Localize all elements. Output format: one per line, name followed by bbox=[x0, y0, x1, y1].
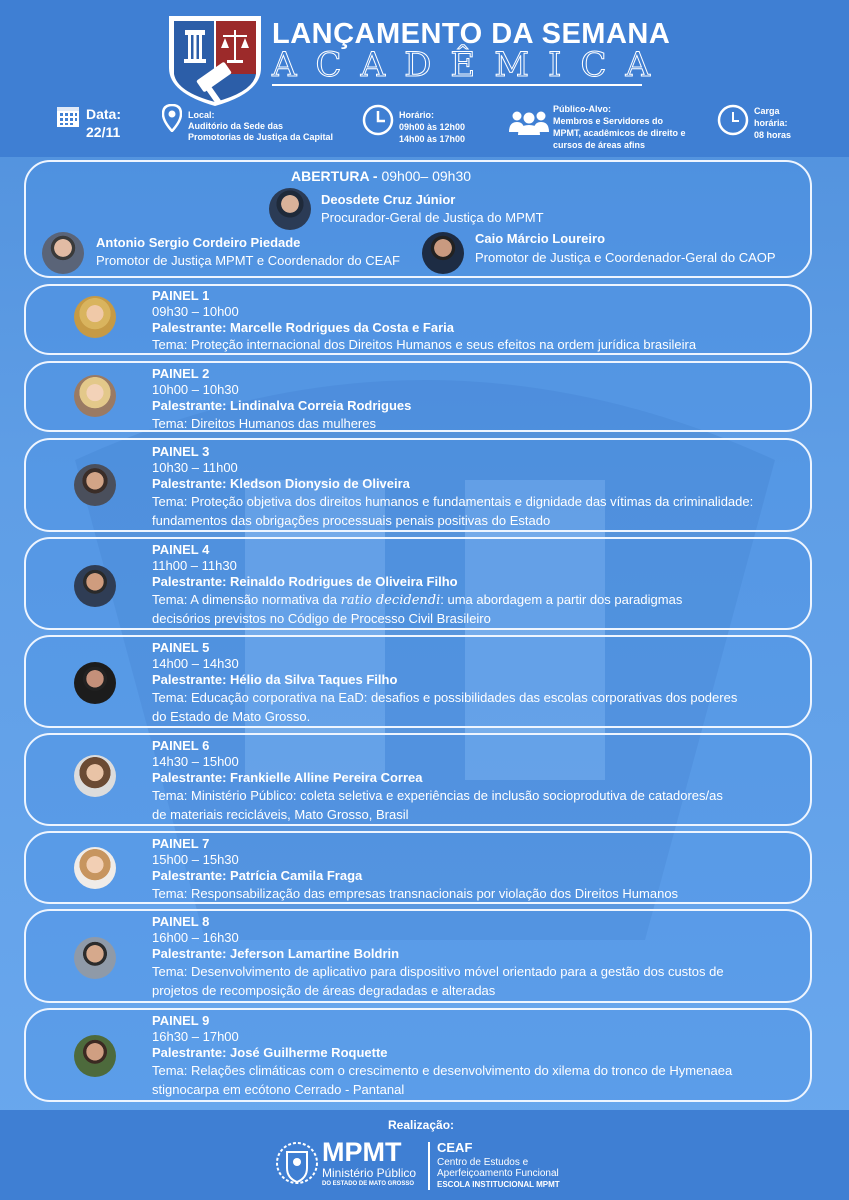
avatar-deosdete bbox=[269, 188, 311, 230]
painel-8-tema-line2: projetos de recomposição de áreas degradadas e alteradas bbox=[152, 983, 496, 998]
painel-6-section bbox=[24, 733, 812, 826]
painel-7-time: 15h00 – 15h30 bbox=[152, 852, 239, 867]
carga-value: 08 horas bbox=[754, 130, 792, 140]
local-label: Local: bbox=[188, 110, 215, 120]
painel-5-title: PAINEL 5 bbox=[152, 640, 210, 655]
painel-9-speaker: Palestrante: José Guilherme Roquette bbox=[152, 1045, 388, 1060]
abertura-section bbox=[24, 160, 812, 278]
painel-1-title: PAINEL 1 bbox=[152, 288, 210, 303]
ceaf-line2: Aperfeiçoamento Funcional bbox=[437, 1168, 559, 1179]
painel-5-section bbox=[24, 635, 812, 728]
footer bbox=[0, 1110, 849, 1200]
painel-7-tema: Tema: Responsabilização das empresas transnacionais por violação dos Direitos Humanos bbox=[152, 886, 679, 901]
painel-3-title: PAINEL 3 bbox=[152, 444, 210, 459]
title-line2: ACADÊMICA bbox=[272, 45, 670, 85]
mp-line1: Ministério Público bbox=[322, 1166, 417, 1180]
header bbox=[0, 0, 849, 157]
carga-label2: horária: bbox=[754, 118, 788, 128]
avatar-painel-6 bbox=[74, 755, 116, 797]
painel-2-section bbox=[24, 361, 812, 432]
calendar-icon bbox=[56, 104, 80, 128]
avatar-painel-2 bbox=[74, 375, 116, 417]
painel-5-tema-line2: do Estado de Mato Grosso. bbox=[152, 709, 311, 724]
avatar-painel-8 bbox=[74, 937, 116, 979]
mp-line2: DO ESTADO DE MATO GROSSO bbox=[322, 1181, 415, 1187]
painel-6-time: 14h30 – 15h00 bbox=[152, 754, 239, 769]
publico-line3: cursos de áreas afins bbox=[553, 140, 646, 150]
painel-4-title: PAINEL 4 bbox=[152, 542, 210, 557]
painel-3-tema-line2: fundamentos das obrigações processuais penais positivas do Estado bbox=[152, 513, 551, 528]
abertura-role-1: Procurador-Geral de Justiça do MPMT bbox=[321, 210, 544, 225]
painel-5-speaker: Palestrante: Hélio da Silva Taques Filho bbox=[152, 672, 398, 687]
painel-2-tema: Tema: Direitos Humanos das mulheres bbox=[152, 416, 376, 431]
painel-6-tema-line1: Tema: Ministério Público: coleta seletiva e experiências de inclusão socioprodutiva de catadores/as bbox=[152, 788, 723, 803]
avatar-painel-7 bbox=[74, 847, 116, 889]
painel-7-section bbox=[24, 831, 812, 904]
painel-8-time: 16h00 – 16h30 bbox=[152, 930, 239, 945]
painel-3-speaker: Palestrante: Kledson Dionysio de Oliveira bbox=[152, 476, 410, 491]
painel-1-tema: Tema: Proteção internacional dos Direitos Humanos e seus efeitos na ordem jurídica brasileira bbox=[152, 337, 697, 352]
painel-2-title: PAINEL 2 bbox=[152, 366, 210, 381]
publico-label: Público-Alvo: bbox=[553, 104, 611, 114]
clock-icon bbox=[362, 104, 394, 136]
avatar-painel-5 bbox=[74, 662, 116, 704]
painel-3-section bbox=[24, 438, 812, 532]
abertura-name-3: Caio Márcio Loureiro bbox=[475, 231, 606, 246]
painel-8-tema-line1: Tema: Desenvolvimento de aplicativo para dispositivo móvel orientado para a gestão dos custos de bbox=[152, 964, 724, 979]
abertura-role-3: Promotor de Justiça e Coordenador-Geral do CAOP bbox=[475, 250, 776, 265]
publico-line1: Membros e Servidores do bbox=[553, 116, 664, 126]
realizacao-label: Realização: bbox=[388, 1118, 455, 1132]
painel-4-tema-part3: : uma abordagem a partir dos paradigmas bbox=[440, 592, 683, 607]
avatar-antonio bbox=[42, 232, 84, 274]
avatar-painel-1 bbox=[74, 296, 116, 338]
ceaf-line3: ESCOLA INSTITUCIONAL MPMT bbox=[437, 1180, 560, 1189]
location-pin-icon bbox=[162, 104, 182, 132]
mpmt-logo-text: MPMT bbox=[322, 1137, 402, 1167]
date-label: Data: bbox=[86, 106, 122, 122]
footer-divider bbox=[428, 1142, 430, 1190]
avatar-painel-3 bbox=[74, 464, 116, 506]
horario-line2: 14h00 às 17h00 bbox=[399, 134, 466, 144]
painel-8-section bbox=[24, 909, 812, 1003]
painel-1-time: 09h30 – 10h00 bbox=[152, 304, 239, 319]
painel-9-section bbox=[24, 1008, 812, 1102]
painel-3-time: 10h30 – 11h00 bbox=[152, 460, 238, 475]
painel-4-tema-line1 bbox=[152, 592, 682, 609]
abertura-time: 09h00– 09h30 bbox=[377, 168, 472, 184]
painel-4-tema-italic: ratio decidendi bbox=[340, 593, 441, 608]
painel-6-tema-line2: de materiais recicláveis, Mato Grosso, Brasil bbox=[152, 807, 409, 822]
academic-shield-logo-icon bbox=[165, 8, 265, 108]
painel-7-title: PAINEL 7 bbox=[152, 836, 210, 851]
timer-icon bbox=[717, 104, 749, 136]
painel-3-tema-line1: Tema: Proteção objetiva dos direitos humanos e fundamentais e dignidade das vítimas da criminalidade: bbox=[152, 494, 754, 509]
painel-4-speaker: Palestrante: Reinaldo Rodrigues de Oliveira Filho bbox=[152, 574, 458, 589]
painel-8-title: PAINEL 8 bbox=[152, 914, 210, 929]
horario-line1: 09h00 às 12h00 bbox=[399, 122, 466, 132]
avatar-painel-4 bbox=[74, 565, 116, 607]
avatar-caio bbox=[422, 232, 464, 274]
painel-5-tema-line1: Tema: Educação corporativa na EaD: desafios e possibilidades das escolas corporativas dos poderes bbox=[152, 690, 738, 705]
painel-9-tema-line2: stignocarpa em ecótono Cerrado - Pantanal bbox=[152, 1082, 405, 1097]
painel-5-time: 14h00 – 14h30 bbox=[152, 656, 239, 671]
painel-1-speaker: Palestrante: Marcelle Rodrigues da Costa e Faria bbox=[152, 320, 454, 335]
painel-6-title: PAINEL 6 bbox=[152, 738, 210, 753]
local-line2: Promotorias de Justiça da Capital bbox=[188, 132, 334, 142]
painel-6-speaker: Palestrante: Frankielle Alline Pereira Correa bbox=[152, 770, 423, 785]
abertura-name-2: Antonio Sergio Cordeiro Piedade bbox=[96, 235, 301, 250]
abertura-label: ABERTURA - bbox=[291, 168, 378, 184]
date-value: 22/11 bbox=[86, 124, 121, 140]
people-group-icon bbox=[508, 108, 550, 136]
local-line1: Auditório da Sede das bbox=[188, 121, 284, 131]
painel-8-speaker: Palestrante: Jeferson Lamartine Boldrin bbox=[152, 946, 400, 961]
avatar-painel-9 bbox=[74, 1035, 116, 1077]
title-line1: LANÇAMENTO DA SEMANA bbox=[272, 18, 671, 50]
painel-9-title: PAINEL 9 bbox=[152, 1013, 210, 1028]
painel-4-tema-part1: Tema: A dimensão normativa da bbox=[152, 592, 341, 607]
painel-7-speaker: Palestrante: Patrícia Camila Fraga bbox=[152, 868, 363, 883]
abertura-title bbox=[291, 168, 471, 184]
ceaf-line1: Centro de Estudos e bbox=[437, 1157, 529, 1168]
carga-label1: Carga bbox=[754, 106, 780, 116]
ceaf-title: CEAF bbox=[437, 1140, 473, 1155]
abertura-name-1: Deosdete Cruz Júnior bbox=[321, 192, 456, 207]
painel-4-tema-line2: decisórios previstos no Código de Processo Civil Brasileiro bbox=[152, 611, 491, 626]
horario-label: Horário: bbox=[399, 110, 435, 120]
abertura-role-2: Promotor de Justiça MPMT e Coordenador do CEAF bbox=[96, 253, 400, 268]
mpmt-coat-of-arms-icon bbox=[275, 1140, 319, 1186]
painel-4-section bbox=[24, 537, 812, 630]
painel-9-tema-line1: Tema: Relações climáticas com o crescimento e desenvolvimento do xilema do tronco de Hymenaea bbox=[152, 1063, 733, 1078]
painel-1-section bbox=[24, 284, 812, 355]
publico-line2: MPMT, acadêmicos de direito e bbox=[553, 128, 686, 138]
painel-2-speaker: Palestrante: Lindinalva Correia Rodrigues bbox=[152, 398, 412, 413]
painel-2-time: 10h00 – 10h30 bbox=[152, 382, 239, 397]
painel-9-time: 16h30 – 17h00 bbox=[152, 1029, 239, 1044]
painel-4-time: 11h00 – 11h30 bbox=[152, 558, 237, 573]
